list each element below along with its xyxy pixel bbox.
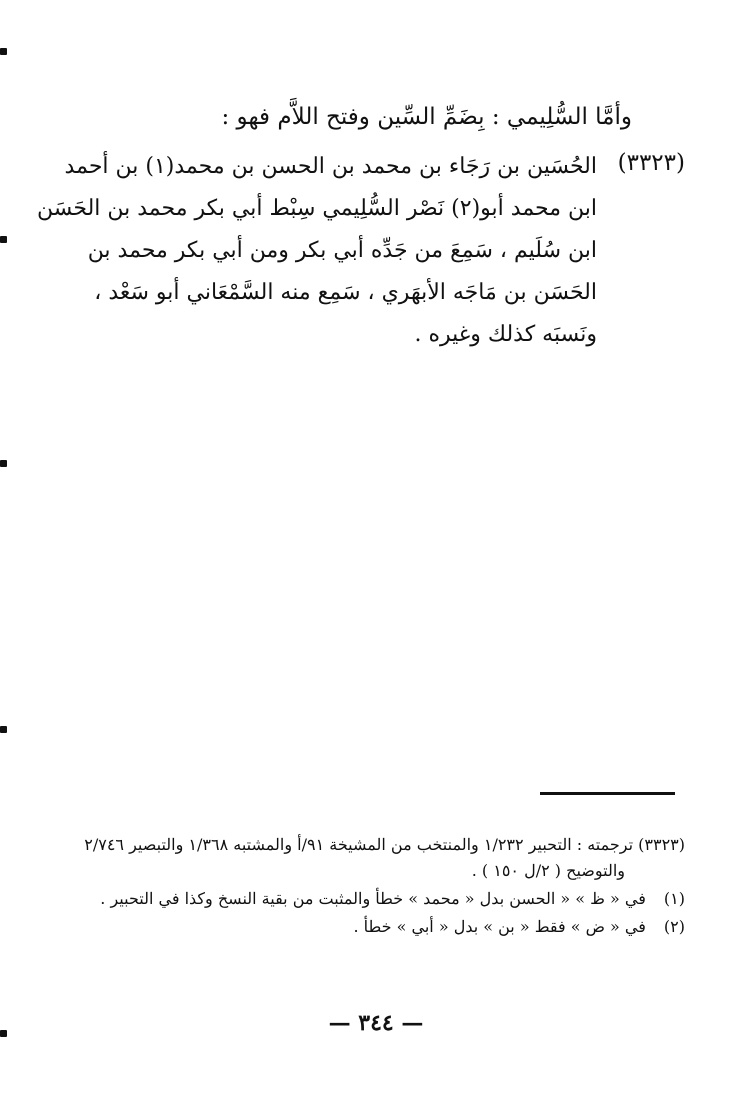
footnote-source-line: (٣٣٢٣) ترجمته : التحبير ١/٢٣٢ والمنتخب من المشيخة ٩١/أ والمشتبه ١/٣٦٨ والتبصير ٢/٧٤٦ [84, 835, 685, 854]
scan-margin-mark [0, 460, 7, 467]
footnote-text: في « ظ » « الحسن بدل « محمد » خطأ والمثبت من بقية النسخ وكذا في التحبير . [100, 889, 646, 908]
scan-margin-mark [0, 726, 7, 733]
footnote-number: (١) [663, 889, 685, 908]
scan-margin-mark [0, 236, 7, 243]
entry-text [37, 146, 597, 356]
entry-line: الحُسَين بن رَجَاء بن محمد بن الحسن بن محمد(١) بن أحمد [64, 154, 597, 179]
page-number: — ٣٤٤ — [328, 1010, 424, 1036]
entry-line: ونَسبَه كذلك وغيره . [414, 322, 597, 347]
footnote-divider [540, 792, 675, 795]
entry-line: الحَسَن بن مَاجَه الأبهَري ، سَمِع منه السَّمْعَاني أبو سَعْد ، [94, 280, 597, 305]
footnote-text: في « ض » فقط « بن » بدل « أبي » خطأ . [353, 917, 646, 936]
footnote-item [70, 914, 685, 940]
entry-line: ابن سُلَيم ، سَمِعَ من جَدِّه أبي بكر ومن أبي بكر محمد بن [87, 238, 597, 263]
footnote-item [70, 886, 685, 912]
footnote-number: (٢) [663, 917, 685, 936]
entry-line: ابن محمد أبو(٢) نَصْر السُّلِيمي سِبْط أبي بكر محمد بن الحَسَن [37, 196, 597, 221]
scan-margin-mark [0, 48, 7, 55]
footnotes [70, 832, 685, 940]
entry-number: (٣٣٢٣) [617, 150, 685, 176]
section-heading: وأمَّا السُّلِيمي : بِضَمِّ السِّين وفتح اللاَّم فهو : [221, 104, 632, 130]
footnote-source-line: والتوضيح ( ٢/ل ١٥٠ ) . [471, 861, 625, 880]
